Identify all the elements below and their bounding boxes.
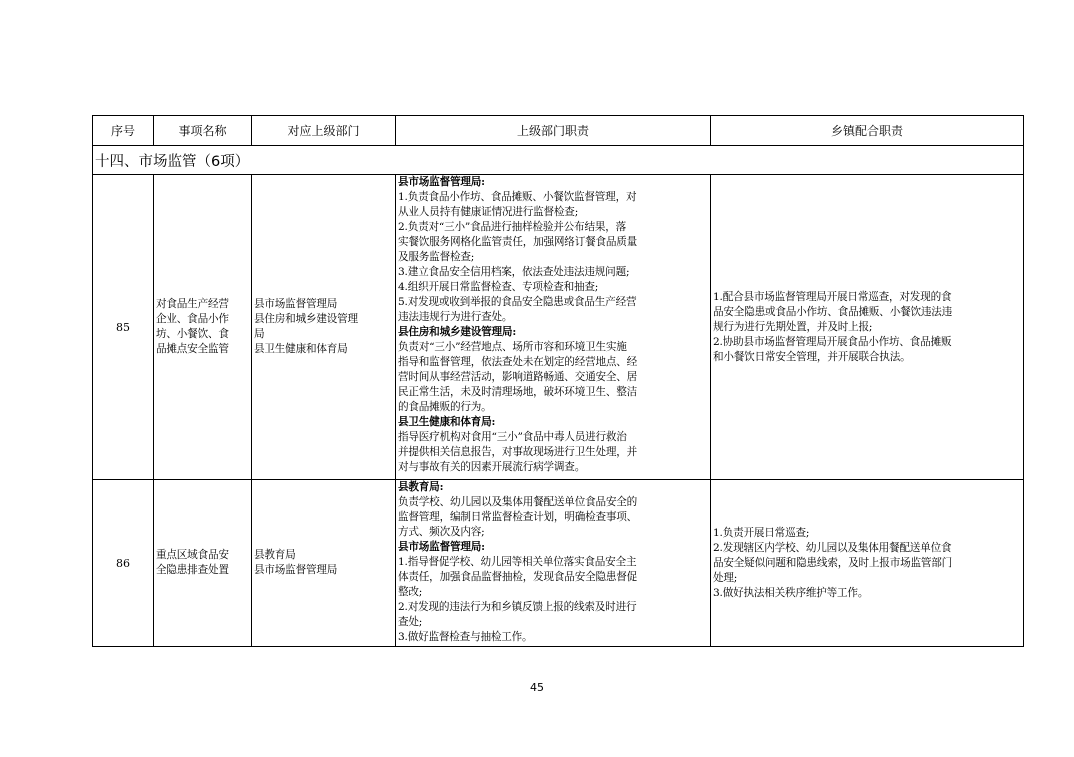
upper-duties-cell	[396, 480, 711, 647]
duty-line: 1.负责食品小作坊、食品摊贩、小餐饮监督管理，对	[398, 191, 637, 203]
duty-line: 负责对“三小”经营地点、场所市容和环境卫生实施	[398, 341, 627, 353]
duty-line: 监督管理，编制日常监督检查计划，明确检查事项、	[398, 511, 638, 523]
duty-line: 2.负责对“三小”食品进行抽样检验并公布结果，落	[398, 221, 627, 233]
duty-line: 对与事故有关的因素开展流行病学调查。	[398, 461, 586, 473]
duty-line: 1.指导督促学校、幼儿园等相关单位落实食品安全主	[398, 556, 637, 568]
row-number: 86	[93, 480, 154, 647]
item-name-line: 对食品生产经营	[156, 298, 229, 310]
duty-line: 及服务监督检查;	[398, 251, 475, 263]
upper-dept-cell	[252, 175, 396, 480]
item-name-line: 品摊点安全监管	[156, 343, 229, 355]
duty-line: 3.做好监督检查与抽检工作。	[398, 631, 533, 643]
duty-line: 方式、频次及内容;	[398, 526, 485, 538]
town-duty-line: 2.发现辖区内学校、幼儿园以及集体用餐配送单位食	[713, 541, 952, 554]
duty-table	[92, 115, 1024, 647]
item-name-line: 坊、小餐饮、食	[156, 328, 229, 340]
town-duties-cell	[711, 175, 1024, 480]
duty-line: 民正常生活，未及时清理场地，破坏环境卫生、整洁	[398, 386, 638, 398]
duty-line: 实餐饮服务网格化监管责任，加强网络订餐食品质量	[398, 236, 638, 248]
dept-line: 县市场监督管理局	[254, 564, 338, 576]
duty-line: 从业人员持有健康证情况进行监督检查;	[398, 206, 579, 218]
duty-line: 体责任，加强食品监督抽检，发现食品安全隐患督促	[398, 571, 638, 583]
duty-line: 营时间从事经营活动，影响道路畅通、交通安全、居	[398, 371, 638, 383]
dept-line: 局	[254, 328, 265, 340]
duty-line: 违法违规行为进行查处。	[398, 311, 513, 323]
header-upper-duties: 上级部门职责	[396, 116, 711, 146]
item-name-cell	[154, 480, 252, 647]
row-number: 85	[93, 175, 154, 480]
item-name-cell	[154, 175, 252, 480]
town-duties-cell	[711, 480, 1024, 647]
table-row	[93, 175, 1024, 480]
header-item-name: 事项名称	[154, 116, 252, 146]
header-upper-dept: 对应上级部门	[252, 116, 396, 146]
header-row	[93, 116, 1024, 146]
town-duty-line: 品安全疑似问题和隐患线索，及时上报市场监管部门	[713, 556, 953, 569]
town-duty-line: 和小餐饮日常安全管理，并开展联合执法。	[713, 350, 911, 363]
header-serial: 序号	[93, 116, 154, 146]
duty-line: 指导和监督管理，依法查处未在划定的经营地点、经	[398, 356, 638, 368]
page-number: 45	[530, 681, 544, 694]
duty-line: 查处;	[398, 616, 423, 628]
section-title: 十四、市场监管（6项）	[93, 146, 1024, 175]
duty-line: 的食品摊贩的行为。	[398, 401, 492, 413]
item-name-line: 企业、食品小作	[156, 313, 229, 325]
upper-duties-cell	[396, 175, 711, 480]
duty-line: 整改;	[398, 586, 423, 598]
duty-line: 负责学校、幼儿园以及集体用餐配送单位食品安全的	[398, 496, 638, 508]
table-row	[93, 480, 1024, 647]
dept-line: 县教育局	[254, 549, 296, 561]
town-duty-line: 品安全隐患或食品小作坊、食品摊贩、小餐饮违法违	[713, 305, 953, 318]
town-duty-line: 处理;	[713, 571, 738, 584]
duty-line: 县市场监督管理局:	[398, 541, 485, 553]
town-duty-line: 1.负责开展日常巡查;	[713, 526, 810, 539]
section-row	[93, 146, 1024, 175]
upper-dept-cell	[252, 480, 396, 647]
town-duty-line: 规行为进行先期处置，并及时上报;	[713, 320, 873, 333]
duty-line: 县教育局:	[398, 481, 444, 493]
item-name-line: 全隐患排查处置	[156, 564, 229, 576]
town-duty-line: 3.做好执法相关秩序维护等工作。	[713, 586, 869, 599]
duty-line: 3.建立食品安全信用档案，依法查处违法违规问题;	[398, 266, 630, 278]
header-town-duties: 乡镇配合职责	[711, 116, 1024, 146]
town-duty-line: 1.配合县市场监督管理局开展日常巡查，对发现的食	[713, 290, 952, 303]
item-name-line: 重点区域食品安	[156, 549, 229, 561]
duty-line: 5.对发现或收到举报的食品安全隐患或食品生产经营	[398, 296, 637, 308]
town-duty-line: 2.协助县市场监督管理局开展食品小作坊、食品摊贩	[713, 335, 952, 348]
dept-line: 县市场监督管理局	[254, 298, 338, 310]
duty-line: 县市场监督管理局:	[398, 176, 485, 188]
duty-line: 县卫生健康和体育局:	[398, 416, 496, 428]
dept-line: 县卫生健康和体育局	[254, 343, 348, 355]
duty-line: 县住房和城乡建设管理局:	[398, 326, 517, 338]
dept-line: 县住房和城乡建设管理	[254, 313, 358, 325]
duty-line: 指导医疗机构对食用“三小”食品中毒人员进行救治	[398, 431, 627, 443]
duty-line: 并提供相关信息报告，对事故现场进行卫生处理，并	[398, 446, 638, 458]
duty-line: 4.组织开展日常监督检查、专项检查和抽查;	[398, 281, 599, 293]
duty-line: 2.对发现的违法行为和乡镇反馈上报的线索及时进行	[398, 601, 637, 613]
